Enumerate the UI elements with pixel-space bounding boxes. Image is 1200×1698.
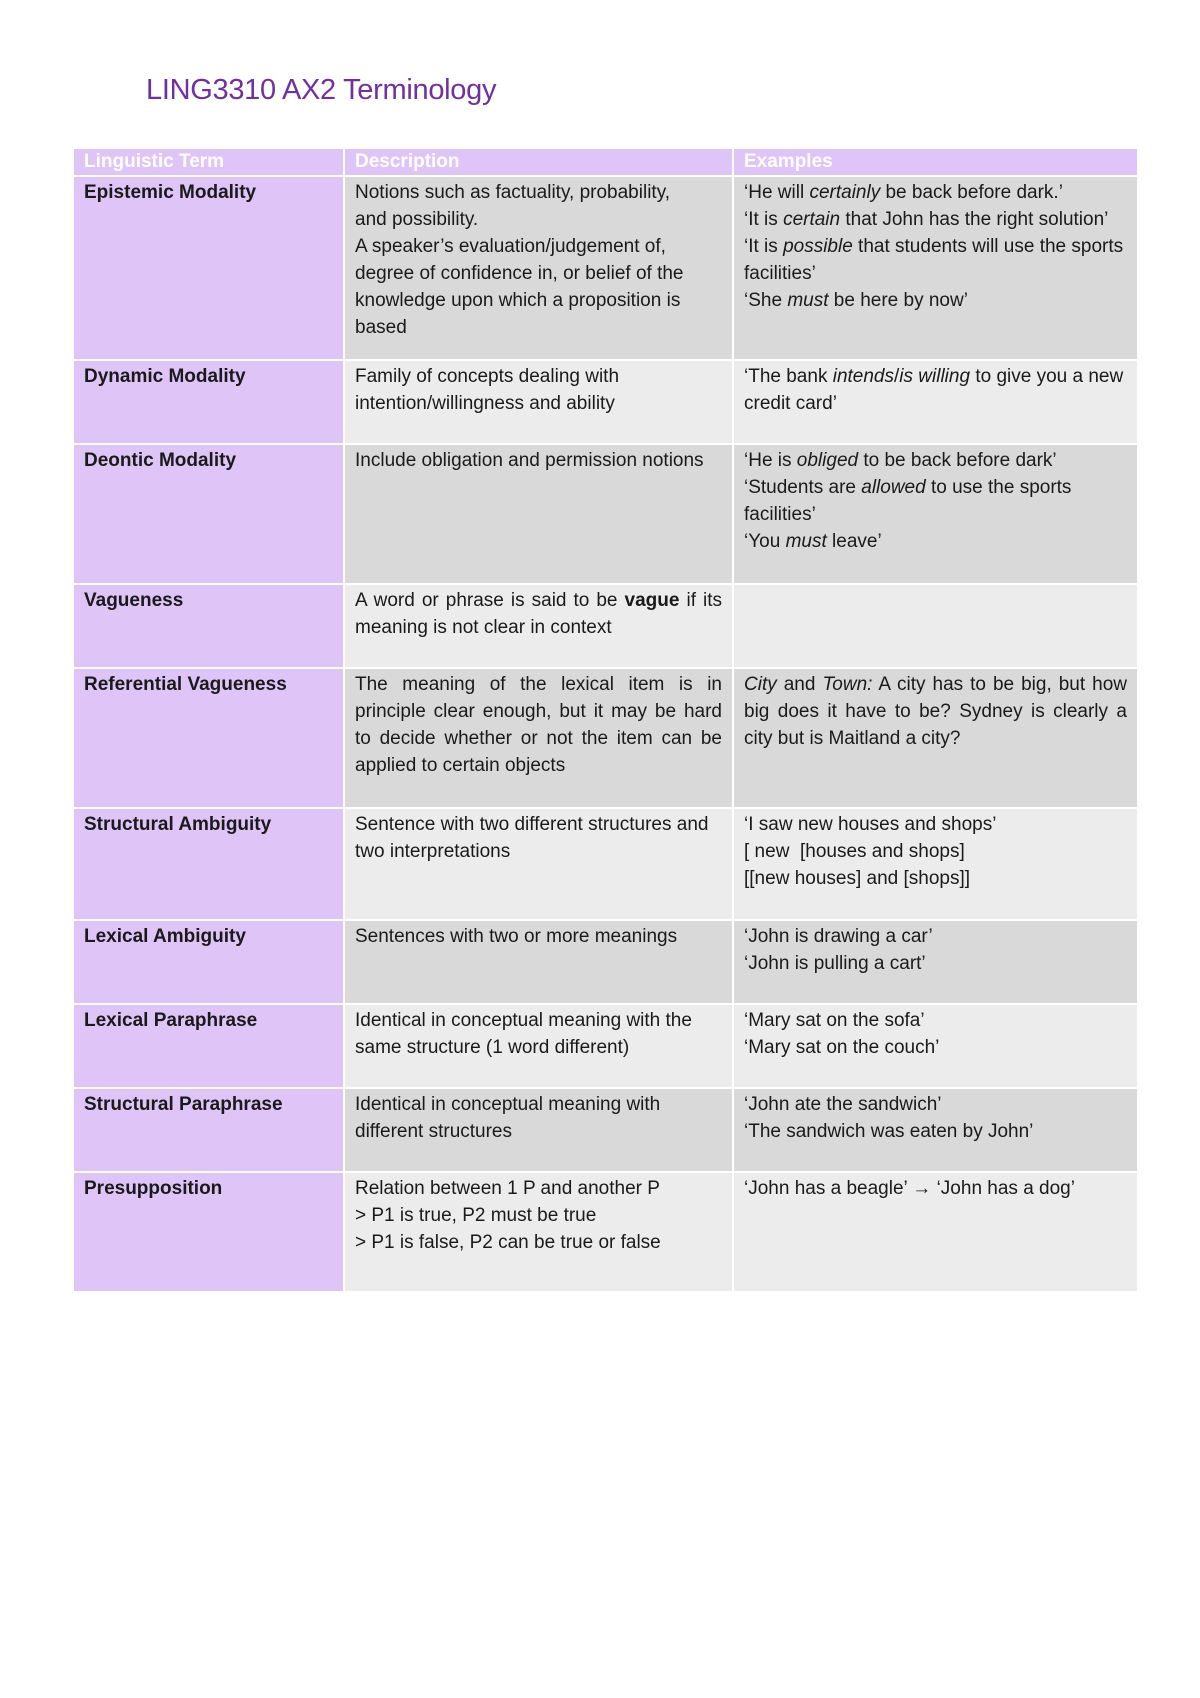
term-cell: Dynamic Modality [73,360,344,444]
examples-cell: City and Town: A city has to be big, but how big does it have to be? Sydney is clearly a city but is Maitland a city? [733,668,1138,808]
term-cell: Lexical Paraphrase [73,1004,344,1088]
description-cell: A word or phrase is said to be vague if its meaning is not clear in context [344,584,733,668]
description-cell [344,1172,733,1292]
description-cell: Sentence with two different structures and two interpretations [344,808,733,920]
table-row [73,920,1138,1004]
table-row [73,176,1138,360]
term-cell: Lexical Ambiguity [73,920,344,1004]
examples-cell: ‘John has a beagle’ → ‘John has a dog’ [733,1172,1138,1292]
examples-cell [733,920,1138,1004]
description-line: > P1 is false, P2 can be true or false [355,1232,661,1253]
example-line: ‘John ate the sandwich’ [744,1094,942,1115]
example-line: [[new houses] and [shops]] [744,868,971,889]
term-cell: Deontic Modality [73,444,344,584]
table-row [73,808,1138,920]
page-title: LING3310 AX2 Terminology [146,74,497,106]
example-line: ‘He is obliged to be back before dark’ [744,450,1057,471]
example-line: ‘Mary sat on the couch’ [744,1037,940,1058]
examples-cell [733,584,1138,668]
table-row [73,1088,1138,1172]
term-cell: Referential Vagueness [73,668,344,808]
term-cell: Structural Paraphrase [73,1088,344,1172]
examples-cell [733,176,1138,360]
description-line: Notions such as factuality, probability, [355,182,671,203]
description-line: and possibility. [355,209,479,230]
description-cell: Sentences with two or more meanings [344,920,733,1004]
table-row [73,444,1138,584]
table-header-row [73,148,1138,176]
examples-cell [733,444,1138,584]
description-line: A speaker’s evaluation/judgement of, [355,236,666,257]
example-line: ‘It is possible that students will use the sports facilities’ [744,236,1124,284]
table-row [73,1004,1138,1088]
description-line: > P1 is true, P2 must be true [355,1205,597,1226]
description-cell: The meaning of the lexical item is in principle clear enough, but it may be hard to decide whether or not the item can be applied to certain objects [344,668,733,808]
example-line: ‘John is drawing a car’ [744,926,933,947]
description-cell: Identical in conceptual meaning with different structures [344,1088,733,1172]
examples-cell [733,1004,1138,1088]
example-line: ‘I saw new houses and shops’ [744,814,997,835]
header-examples: Examples [733,148,1138,176]
description-cell: Include obligation and permission notions [344,444,733,584]
example-line: ‘She must be here by now’ [744,290,968,311]
description-line: based [355,317,407,338]
description-line: degree of confidence in, or belief of the [355,263,684,284]
example-line: ‘Mary sat on the sofa’ [744,1010,925,1031]
example-line: ‘John is pulling a cart’ [744,953,926,974]
table-row [73,584,1138,668]
term-cell: Presupposition [73,1172,344,1292]
description-cell: Family of concepts dealing with intention/willingness and ability [344,360,733,444]
description-cell [344,176,733,360]
example-line: ‘You must leave’ [744,531,882,552]
example-line: ‘Students are allowed to use the sports facilities’ [744,477,1072,525]
term-cell: Vagueness [73,584,344,668]
example-line: ‘He will certainly be back before dark.’ [744,182,1063,203]
examples-cell [733,808,1138,920]
terminology-table [72,147,1139,1293]
description-cell: Identical in conceptual meaning with the same structure (1 word different) [344,1004,733,1088]
example-line: ‘The sandwich was eaten by John’ [744,1121,1034,1142]
description-line: Relation between 1 P and another P [355,1178,660,1199]
example-line: [ new [houses and shops] [744,841,965,862]
header-description: Description [344,148,733,176]
table-row [73,668,1138,808]
header-term: Linguistic Term [73,148,344,176]
table-row [73,1172,1138,1292]
term-cell: Epistemic Modality [73,176,344,360]
term-cell: Structural Ambiguity [73,808,344,920]
description-line: knowledge upon which a proposition is [355,290,681,311]
table-row [73,360,1138,444]
example-line: ‘It is certain that John has the right solution’ [744,209,1109,230]
examples-cell: ‘The bank intends/is willing to give you a new credit card’ [733,360,1138,444]
examples-cell [733,1088,1138,1172]
